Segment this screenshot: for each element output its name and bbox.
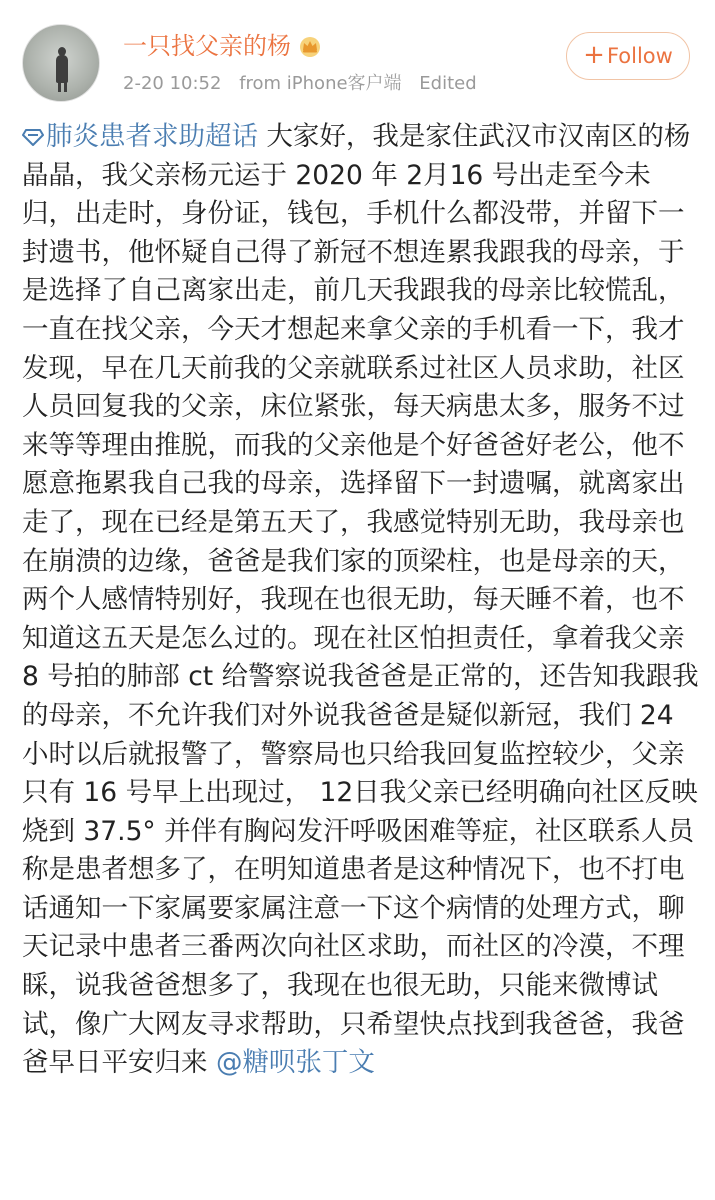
- avatar-figure-body: [56, 55, 68, 83]
- vip-crown-icon: [297, 35, 323, 63]
- diamond-topic-icon: [22, 120, 44, 140]
- post-content: [22, 118, 702, 1083]
- post-header: [0, 0, 715, 115]
- mention-link[interactable]: @糖呗张丁文: [215, 1047, 375, 1079]
- post-meta: [123, 72, 489, 96]
- username[interactable]: 一只找父亲的杨: [123, 32, 291, 60]
- avatar-figure-leg: [58, 80, 61, 92]
- topic-label: 肺炎患者求助超话: [46, 121, 258, 152]
- post-body-text: 大家好，我是家住武汉市汉南区的杨晶晶，我父亲杨元运于 2020 年 2月16 号出走至今未归，出走时，身份证，钱包，手机什么都没带，并留下一封遗书，他怀疑自己得了新冠不想连累我跟我的母亲，于是选择了自己离家出走，前几天我跟我的母亲比较慌乱，一直在找父亲，今天才想起来拿父亲的手机看一下，我才发现，早在几天前我的父亲就联系过社区人员求助，社区人员回复我的父亲，床位紧张，每天病患太多，服务不过来等等理由推脱，而我的父亲他是个好爸爸好老公，他不愿意拖累我自己我的母亲，选择留下一封遗嘱，就离家出走了，现在已经是第五天了，我感觉特别无助，我母亲也在崩溃的边缘，爸爸是我们家的顶梁柱，也是母亲的天，两个人感情特别好，我现在也很无助，每天睡不着，也不知道这五天是怎么过的。现在社区怕担责任，拿着我父亲 8 号拍的肺部 ct 给警察说我爸爸是正常的，还告知我跟我的母亲，不允许我们对外说我爸爸是疑似新冠，我们 24 小时以后就报警了，警察局也只给我回复监控较少，父亲只有 16 号早上出现过， 12日我父亲已经明确向社区反映烧到 37.5° 并伴有胸闷发汗呼吸困难等症，社区联系人员称是患者想多了，在明知道患者是这种情况下，也不打电话通知一下家属要家属注意一下这个病情的处理方式，聊天记录中患者三番两次向社区求助，而社区的冷漠，不理睬，说我爸爸想多了，我现在也很无助，只能来微博试试，像广大网友寻求帮助，只希望快点找到我爸爸，我爸爸早日平安归来: [22, 121, 699, 1079]
- username-row[interactable]: [123, 32, 323, 63]
- avatar-figure-leg: [64, 80, 67, 92]
- follow-button[interactable]: [566, 32, 690, 80]
- post-source[interactable]: from iPhone客户端: [239, 73, 402, 94]
- edited-label: Edited: [419, 73, 477, 94]
- user-avatar[interactable]: [22, 24, 100, 102]
- plus-icon: +: [583, 40, 605, 70]
- topic-link[interactable]: [22, 121, 258, 152]
- follow-label: Follow: [606, 44, 673, 68]
- post-timestamp: 2-20 10:52: [123, 73, 222, 94]
